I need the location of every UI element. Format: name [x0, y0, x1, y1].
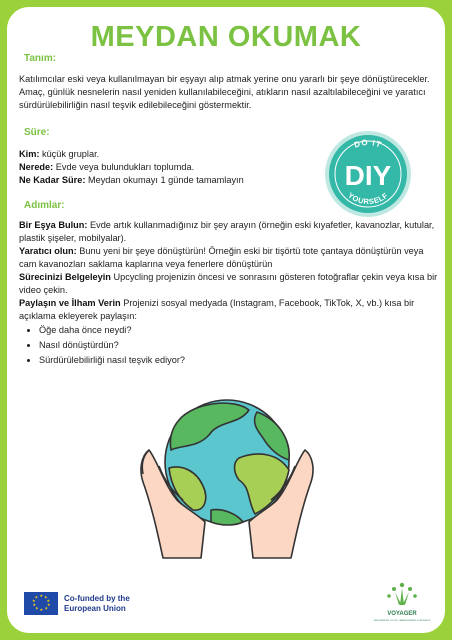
- question-item: • Sürdürülebilirliği nasıl teşvik ediyor?: [39, 353, 185, 368]
- svg-text:★: ★: [44, 605, 49, 611]
- definition-text: Katılımcılar eski veya kullanılmayan bir eşyayı alıp atmak yerine onu yararlı bir şeye dönüştürecekler. Amaç, günlük nesnelerin nasıl yeniden kullanılabileceğini, atıkların nasıl azaltılabileceğini ve yaratıcı sürdürülebilirliğin nasıl teşvik edilebileceğini göstermektir.: [19, 74, 430, 110]
- where-label: Nerede:: [19, 162, 54, 172]
- eu-flag-icon: [24, 592, 58, 615]
- step-1-text: Evde artık kullanmadığınız bir şey arayın (örneğin eski kıyafetler, kavanozlar, kutular, plastik şişeler, mobilyalar).: [19, 220, 435, 243]
- where-line: [19, 161, 319, 174]
- step-4-text: Projenizi sosyal medyada (Instagram, Facebook, TikTok, X, vb.) kısa bir açıklama ekleyerek paylaşın:: [19, 298, 415, 321]
- step-4-label: Paylaşın ve İlham Verin: [19, 298, 121, 308]
- how-long-line: [19, 174, 319, 187]
- voyager-tagline: EMPOWERING YOUTH, TRANSFORMING TOMORROW: [373, 620, 431, 622]
- voyager-logo-icon: [373, 579, 431, 629]
- eu-cofunded-logo: [24, 592, 154, 615]
- svg-text:★: ★: [44, 594, 48, 600]
- svg-text:★: ★: [32, 598, 36, 603]
- step-2-text: Bunu yeni bir şeye dönüştürün! Örneğin eski bir tişörtü tote çantaya dönüştürün veya cam kavanozları saklama kaplarına veya fenerlere dönüştürün: [19, 246, 424, 269]
- badge-bottom-text: YOURSELF: [346, 190, 390, 207]
- step-4: [19, 297, 439, 323]
- badge-main-text: DIY: [344, 160, 392, 191]
- where-text: Evde veya bulundukları toplumda.: [53, 162, 195, 172]
- step-1: [19, 219, 439, 245]
- question-item: • Öğe daha önce neydi?: [39, 323, 185, 338]
- svg-text:★: ★: [39, 593, 44, 598]
- step-3-text: Upcycling projenizin öncesi ve sonrasını gösteren fotoğraflar çekin veya kısa bir video çekin.: [19, 272, 438, 295]
- step-1-label: Bir Eşya Bulun:: [19, 220, 88, 230]
- svg-text:★: ★: [35, 605, 39, 611]
- svg-text:★: ★: [46, 598, 51, 603]
- section-heading-sure: Süre:: [24, 127, 50, 138]
- duration-block: [19, 148, 319, 187]
- svg-text:★: ★: [32, 602, 37, 607]
- badge-top-text: DO IT: [352, 137, 384, 150]
- svg-text:★: ★: [34, 594, 39, 600]
- globe-hands-icon: [139, 390, 315, 566]
- page-title: MEYDAN OKUMAK: [90, 21, 362, 53]
- steps-block: [19, 219, 439, 323]
- question-item: • Nasıl dönüştürdün?: [39, 338, 185, 353]
- svg-text:★: ★: [39, 607, 44, 612]
- step-3-label: Sürecinizi Belgeleyin: [19, 272, 111, 282]
- step-2-label: Yaratıcı olun:: [19, 246, 77, 256]
- step-3: [19, 271, 439, 297]
- page-card: [7, 7, 445, 633]
- question-list: [21, 323, 185, 368]
- voyager-name: VOYAGER: [387, 611, 417, 617]
- section-heading-tanim: Tanım:: [24, 53, 57, 64]
- diy-badge-icon: [323, 129, 413, 219]
- who-line: [19, 148, 319, 161]
- how-long-label: Ne Kadar Süre:: [19, 175, 86, 185]
- eu-cofunded-text: Co-funded by the European Union: [64, 593, 130, 613]
- step-2: [19, 245, 439, 271]
- section-heading-adimlar: Adımlar:: [24, 200, 65, 211]
- who-text: küçük gruplar.: [39, 149, 100, 159]
- who-label: Kim:: [19, 149, 40, 159]
- svg-text:★: ★: [47, 602, 51, 607]
- how-long-text: Meydan okumayı 1 günde tamamlayın: [85, 175, 244, 185]
